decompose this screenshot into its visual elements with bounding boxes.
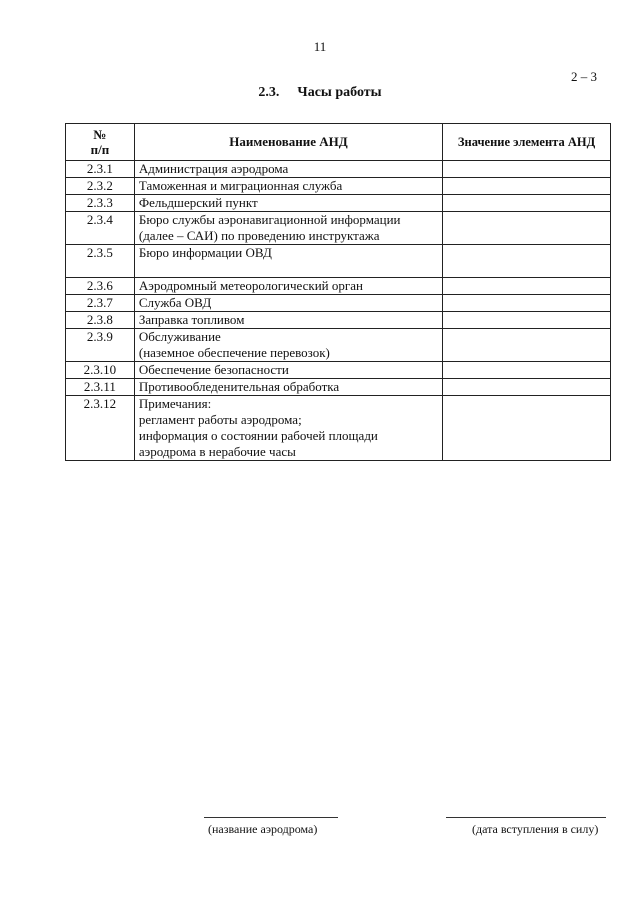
row-name-line: информация о состоянии рабочей площади — [138, 428, 378, 443]
effective-date-label: (дата вступления в силу) — [472, 822, 599, 836]
row-number: 2.3.10 — [66, 362, 135, 379]
row-value — [443, 245, 611, 278]
row-name — [134, 278, 442, 295]
row-name — [134, 212, 442, 245]
table-row — [66, 362, 611, 379]
row-name-line: Бюро службы аэронавигационной информации — [138, 212, 401, 227]
section-number: 2.3. — [258, 85, 280, 100]
row-name-line: Администрация аэродрома — [138, 161, 289, 176]
row-name — [134, 362, 442, 379]
aerodrome-name-label: (название аэродрома) — [208, 822, 318, 836]
row-name — [134, 178, 442, 195]
table-row — [66, 396, 611, 461]
row-name-line: Противообледенительная обработка — [138, 379, 340, 394]
section-title — [0, 85, 640, 101]
header-value: Значение элемента АНД — [443, 124, 611, 161]
row-name-line: Служба ОВД — [138, 295, 212, 310]
header-name: Наименование АНД — [134, 124, 442, 161]
row-value — [443, 178, 611, 195]
row-name — [134, 312, 442, 329]
row-number: 2.3.2 — [66, 178, 135, 195]
row-name — [134, 245, 442, 278]
row-value — [443, 161, 611, 178]
row-name-line: Фельдшерский пункт — [138, 195, 258, 210]
row-name-line: Примечания: — [138, 396, 212, 411]
row-number: 2.3.6 — [66, 278, 135, 295]
aerodrome-name-line — [204, 817, 338, 818]
table-row — [66, 195, 611, 212]
table-row — [66, 379, 611, 396]
row-value — [443, 396, 611, 461]
row-name — [134, 329, 442, 362]
row-value — [443, 329, 611, 362]
row-name-line: Обслуживание — [138, 329, 221, 344]
row-name-line: Обеспечение безопасности — [138, 362, 289, 377]
row-number: 2.3.9 — [66, 329, 135, 362]
row-name-line: Бюро информации ОВД — [138, 245, 272, 260]
row-number: 2.3.3 — [66, 195, 135, 212]
table-row — [66, 178, 611, 195]
row-name-line: (далее – САИ) по проведению инструктажа — [138, 228, 380, 243]
table-row — [66, 278, 611, 295]
row-name — [134, 396, 442, 461]
row-name-line: Таможенная и миграционная служба — [138, 178, 343, 193]
row-number: 2.3.7 — [66, 295, 135, 312]
table-row — [66, 295, 611, 312]
effective-date-line — [446, 817, 606, 818]
table-row — [66, 212, 611, 245]
row-name — [134, 195, 442, 212]
row-name — [134, 161, 442, 178]
row-name-line: Заправка топливом — [138, 312, 245, 327]
row-value — [443, 312, 611, 329]
row-number: 2.3.4 — [66, 212, 135, 245]
row-name-line: аэродрома в нерабочие часы — [138, 444, 296, 459]
header-number — [66, 124, 135, 161]
table-row — [66, 329, 611, 362]
table-body — [66, 161, 611, 461]
row-value — [443, 195, 611, 212]
header-number-line1: № — [93, 127, 107, 142]
table-row — [66, 161, 611, 178]
aerodrome-data-table — [65, 123, 611, 461]
row-number: 2.3.12 — [66, 396, 135, 461]
row-number: 2.3.1 — [66, 161, 135, 178]
row-number: 2.3.11 — [66, 379, 135, 396]
header-number-line2: п/п — [90, 142, 110, 157]
row-value — [443, 362, 611, 379]
row-name-line: Аэродромный метеорологический орган — [138, 278, 363, 293]
row-name-line: (наземное обеспечение перевозок) — [138, 345, 330, 360]
form-code: 2 – 3 — [571, 69, 597, 84]
row-name — [134, 379, 442, 396]
table-row — [66, 245, 611, 278]
section-title-text: Часы работы — [297, 85, 382, 100]
row-value — [443, 295, 611, 312]
row-value — [443, 212, 611, 245]
table-row — [66, 312, 611, 329]
row-number: 2.3.8 — [66, 312, 135, 329]
row-name-line: регламент работы аэродрома; — [138, 412, 302, 427]
table-header-row — [66, 124, 611, 161]
row-value — [443, 278, 611, 295]
row-number: 2.3.5 — [66, 245, 135, 278]
page-number: 11 — [313, 39, 327, 54]
row-value — [443, 379, 611, 396]
row-name — [134, 295, 442, 312]
